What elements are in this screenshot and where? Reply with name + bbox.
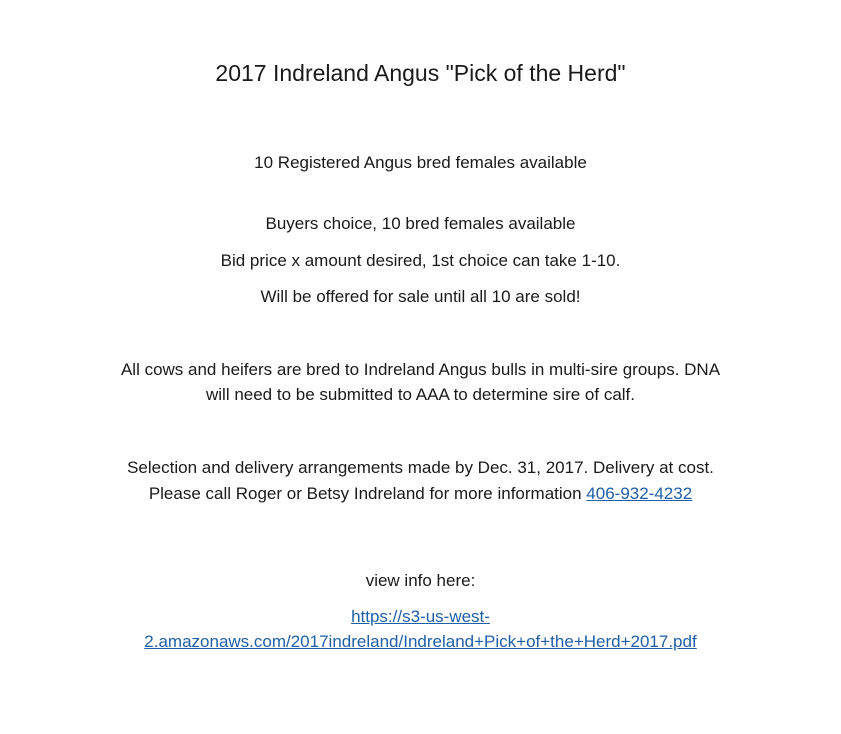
- breeding-note-line-2: will need to be submitted to AAA to determine sire of calf.: [205, 385, 635, 404]
- pdf-link-part-2[interactable]: 2.amazonaws.com/2017indreland/Indreland+Pick+of+the+Herd+2017.pdf: [144, 632, 697, 651]
- delivery-line-2: [0, 481, 841, 507]
- subtitle-text: 10 Registered Angus bred females available: [254, 153, 587, 172]
- detail-buyers-choice: Buyers choice, 10 bred females available: [265, 214, 576, 233]
- detail-bid-price: Bid price x amount desired, 1st choice can take 1-10.: [220, 251, 621, 270]
- document-title: 2017 Indreland Angus "Pick of the Herd": [215, 60, 626, 86]
- contact-text: Please call Roger or Betsy Indreland for more information: [148, 484, 587, 503]
- pdf-link-part-1[interactable]: https://s3-us-west-: [351, 607, 490, 626]
- url-line-1: [0, 604, 841, 630]
- detail-offered-until-sold: Will be offered for sale until all 10 are sold!: [260, 287, 581, 306]
- breeding-note-line-1: All cows and heifers are bred to Indreland Angus bulls in multi-sire groups. DNA: [120, 360, 721, 379]
- info-label: view info here:: [365, 571, 476, 590]
- url-line-2: [0, 629, 841, 655]
- phone-link[interactable]: 406-932-4232: [586, 484, 693, 503]
- delivery-line-1: Selection and delivery arrangements made by Dec. 31, 2017. Delivery at cost.: [127, 458, 714, 477]
